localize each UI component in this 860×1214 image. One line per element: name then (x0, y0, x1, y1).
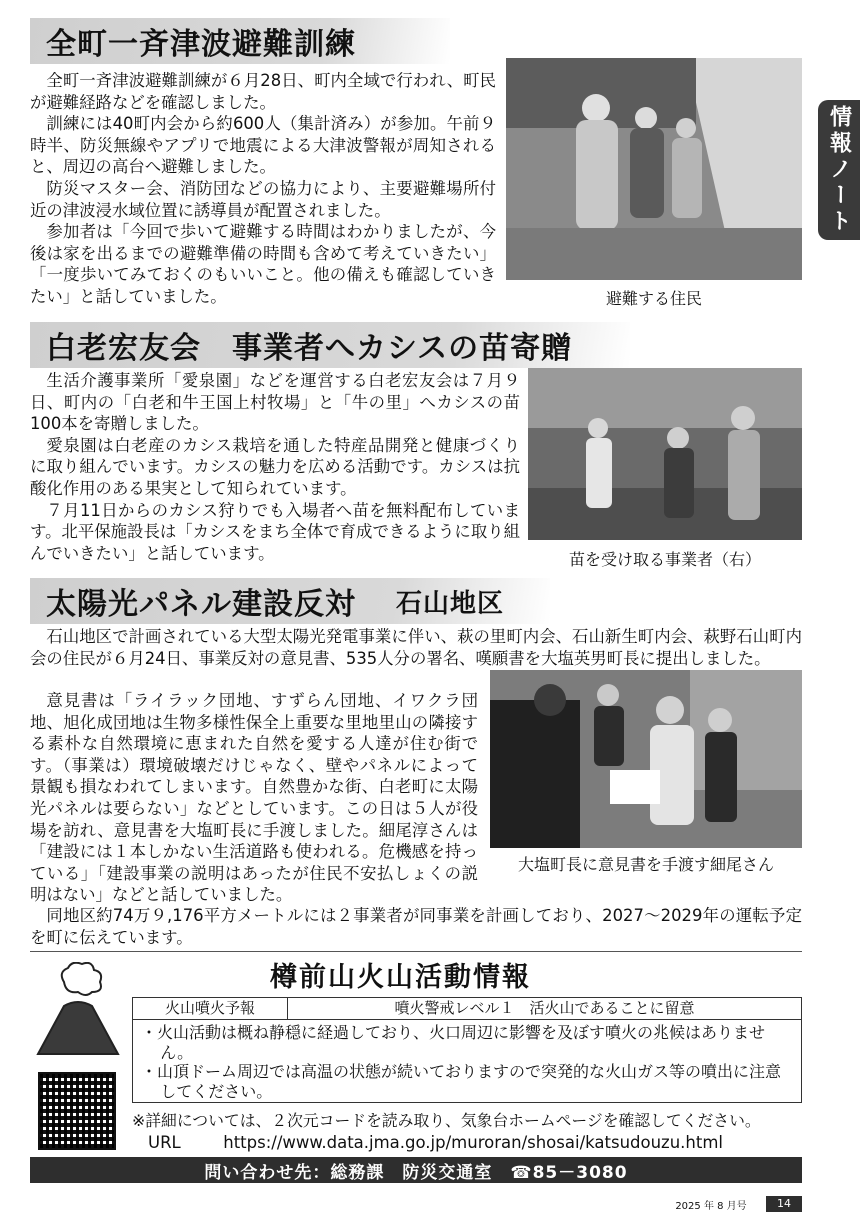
volcano-title: 樽前山火山活動情報 (270, 962, 531, 993)
section-tab-label: 情報ノート (826, 105, 852, 235)
volcano-forecast-row (133, 998, 801, 1020)
contact-text: 問い合わせ先：総務課 防災交通室 ☎85－3080 (204, 1162, 628, 1183)
article3-title (30, 578, 550, 624)
article2-title (30, 322, 630, 368)
volcano-notes (133, 1020, 801, 1101)
page-number: 14 (766, 1196, 802, 1212)
volcano-alert-level: 噴火警戒レベル１ 活火山であることに留意 (394, 999, 695, 1017)
list-item: ・火山活動は概ね静穏に経過しており、火口周辺に影響を及ぼす噴火の兆候はありません。 (141, 1023, 766, 1062)
article3-body (30, 690, 478, 905)
article3-title-text: 太陽光パネル建設反対 (46, 587, 356, 622)
url-label: URL (148, 1133, 181, 1152)
article3-closing-text: 同地区約74万９,176平方メートルには２事業者が同事業を計画しており、2027～2029年の運転予定を町に伝えています。 (30, 906, 802, 947)
petition-photo-caption: 大塩町長に意見書を手渡す細尾さん (517, 855, 774, 874)
section-divider (30, 951, 802, 952)
cassis-photo (528, 368, 802, 540)
volcano-info-box (132, 997, 802, 1103)
jma-link[interactable]: https://www.data.jma.go.jp/muroran/shosai/katsudouzu.html (223, 1133, 724, 1152)
article2-paragraph: 生活介護事業所「愛泉園」などを運営する白老宏友会は７月９日、町内の「白老和牛王国上村牧場」と「牛の里」へカシスの苗100本を寄贈しました。 (30, 371, 520, 434)
cassis-photo-caption: 苗を受け取る事業者（右） (568, 550, 761, 569)
volcano-url-line (148, 1132, 723, 1153)
article1-body (30, 70, 496, 308)
article1-paragraph: 参加者は「今回で歩いて避難する時間はわかりましたが、今後は家を出るまでの避難準備の時間も含めて考えていきたい」「一度歩いてみておくのもいいこと。他の備えも確認していきたい」と話していました。 (30, 222, 496, 306)
page-footer (656, 1196, 802, 1212)
article1-paragraph: 防災マスター会、消防団などの協力により、主要避難場所付近の津波浸水域位置に誘導員が配置されました。 (30, 178, 496, 220)
evacuation-photo-caption: 避難する住民 (605, 289, 702, 308)
article3-lead-text: 石山地区で計画されている大型太陽光発電事業に伴い、萩の里町内会、石山新生町内会、萩野石山町内会の住民が６月24日、事業反対の意見書、535人分の署名、嘆願書を大塩英男町長に提出しました。 (30, 627, 802, 668)
article3-body-text: 意見書は「ライラック団地、すずらん団地、イワクラ団地、旭化成団地は生物多様性保全上重要な里地里山の隣接する素朴な自然環境に恵まれた自然を愛する人達が住む街です。（事業は）環境破壊だけじゃなく、壁やパネルによって景観も損なわれてしまいます。自然豊かな街、白老町に太陽光パネルは要らない」などとしています。この日は５人が役場を訪れ、意見書を大塩町長に手渡しました。細尾淳さんは「建設には１本しかない生活道路も使われる。危機感を持っている」「建設事業の説明はあったが住民不安払しょくの説明はない」などと話していました。 (30, 691, 478, 905)
article2-body (30, 370, 520, 564)
article1-title (30, 18, 450, 64)
article3-subtitle: 石山地区 (396, 588, 505, 619)
section-tab (818, 100, 860, 240)
article3-closing (30, 905, 802, 948)
volcano-icon (34, 962, 122, 1058)
article1-paragraph: 訓練には40町内会から約600人（集計済み）が参加。午前９時半、防災無線やアプリで地震による大津波警報が周知されると、周辺の高台へ避難しました。 (30, 114, 496, 177)
article2-paragraph: ７月11日からのカシス狩りでも入場者へ苗を無料配布しています。北平保施設長は「カシスをまち全体で育成できるように取り組んでいきたい」と話しています。 (30, 500, 520, 563)
issue-date: 2025 年 8 月号 (675, 1200, 747, 1212)
article1-paragraph: 全町一斉津波避難訓練が６月28日、町内全域で行われ、町民が避難経路などを確認しました。 (30, 71, 496, 112)
article3-lead (30, 626, 802, 669)
article1-title-text: 全町一斉津波避難訓練 (46, 27, 356, 62)
volcano-detail-note: ※詳細については、２次元コードを読み取り、気象台ホームページを確認してください。 (132, 1111, 761, 1130)
qr-code[interactable] (38, 1072, 116, 1150)
evacuation-photo (506, 58, 802, 280)
article2-title-text: 白老宏友会 事業者へカシスの苗寄贈 (46, 331, 573, 366)
article2-paragraph: 愛泉園は白老産のカシス栽培を通した特産品開発と健康づくりに取り組んでいます。カシスの魅力を広める活動です。カシスは抗酸化作用のある果実として知られています。 (30, 435, 520, 498)
list-item: ・山頂ドーム周辺では高温の状態が続いておりますので突発的な火山ガス等の噴出に注意してください。 (141, 1062, 782, 1101)
contact-bar (30, 1157, 802, 1183)
petition-photo (490, 670, 802, 848)
volcano-forecast-label: 火山噴火予報 (133, 998, 288, 1019)
